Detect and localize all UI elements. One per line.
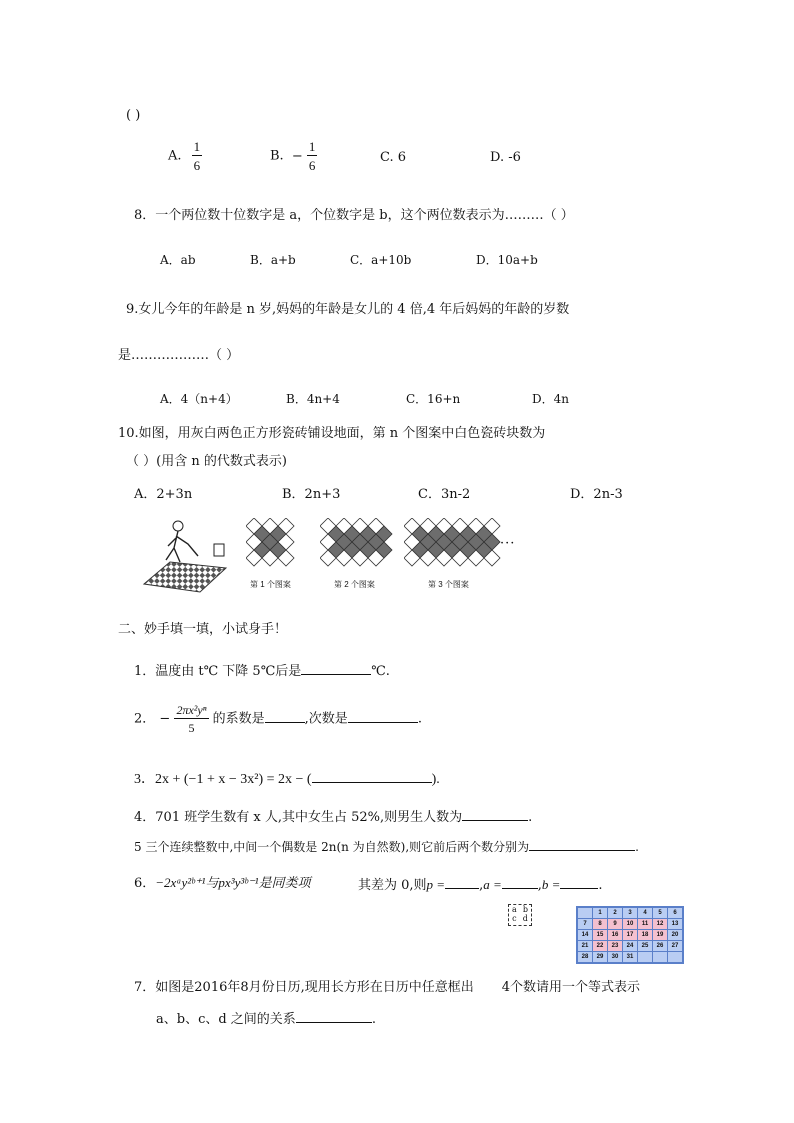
pattern-caption-1: 第 1 个图案 xyxy=(250,580,291,589)
calendar-row xyxy=(578,930,683,941)
q9-option-c: C．16+n xyxy=(406,392,461,406)
calendar-cell: 15 xyxy=(593,930,608,941)
calendar-cell: 3 xyxy=(623,908,638,919)
fill-4: 4．701 班学生数有 x 人,其中女生占 52%,则男生人数为 . xyxy=(134,810,533,825)
calendar-row xyxy=(578,941,683,952)
pattern-caption-2: 第 2 个图案 xyxy=(334,580,375,589)
calendar-row xyxy=(578,919,683,930)
calendar-cell: 20 xyxy=(668,930,683,941)
fill-3: 3．2x + (−1 + x − 3x²) = 2x − ( ). xyxy=(134,772,440,787)
calendar-cell: 16 xyxy=(608,930,623,941)
q9-question-line1: 9.女儿今年的年龄是 n 岁,妈妈的年龄是女儿的 4 倍,4 年后妈妈的年龄的岁数 xyxy=(126,302,570,317)
calendar-cell xyxy=(638,952,653,963)
answer-blank[interactable] xyxy=(529,838,635,851)
calendar-cell xyxy=(668,952,683,963)
answer-blank[interactable] xyxy=(296,1010,372,1023)
calendar-cell: 17 xyxy=(623,930,638,941)
calendar-cell: 11 xyxy=(638,919,653,930)
q9-option-d: D．4n xyxy=(532,392,569,406)
august-calendar xyxy=(576,906,684,964)
calendar-cell: 13 xyxy=(668,919,683,930)
answer-blank[interactable] xyxy=(348,710,418,723)
calendar-cell xyxy=(653,952,668,963)
calendar-cell: 25 xyxy=(638,941,653,952)
answer-blank[interactable] xyxy=(301,662,371,675)
calendar-row xyxy=(578,952,683,963)
q8-option-c: C．a+10b xyxy=(350,253,412,267)
q10-question-line1: 10.如图，用灰白两色正方形瓷砖铺设地面，第 n 个图案中白色瓷砖块数为 xyxy=(118,426,546,441)
worker-illustration xyxy=(144,521,226,592)
calendar-cell: 23 xyxy=(608,941,623,952)
q10-option-b: B．2n+3 xyxy=(282,487,341,502)
answer-blank[interactable] xyxy=(445,876,479,889)
calendar-cell: 21 xyxy=(578,941,593,952)
calendar-cell: 2 xyxy=(608,908,623,919)
calendar-cell: 6 xyxy=(668,908,683,919)
q7-option-c: C. 6 xyxy=(380,150,407,165)
fill-7-line2: a、b、c、d 之间的关系 . xyxy=(156,1012,376,1027)
calendar-cell: 4 xyxy=(638,908,653,919)
calendar-cell: 24 xyxy=(623,941,638,952)
fill-6: 6．−2xᵃy²ᵇ⁺¹与px³y³ᵇ⁻¹是同类项 xyxy=(134,875,311,891)
q9-question-line2: 是………………（ ） xyxy=(118,348,240,363)
answer-blank[interactable] xyxy=(502,876,538,889)
calendar-cell xyxy=(578,908,593,919)
calendar-cell: 18 xyxy=(638,930,653,941)
fill-5: 5 三个连续整数中,中间一个偶数是 2n(n 为自然数),则它前后两个数分别为 . xyxy=(134,840,639,854)
calendar-cell: 7 xyxy=(578,919,593,930)
calendar-cell: 9 xyxy=(608,919,623,930)
q8-option-b: B．a+b xyxy=(250,253,296,267)
q9-option-b: B．4n+4 xyxy=(286,392,340,406)
calendar-cell: 5 xyxy=(653,908,668,919)
calendar-row xyxy=(578,908,683,919)
q9-option-a: A．4（n+4） xyxy=(160,392,238,406)
pattern-3 xyxy=(404,518,504,572)
calendar-cell: 14 xyxy=(578,930,593,941)
answer-blank[interactable] xyxy=(265,710,305,723)
answer-blank[interactable] xyxy=(560,876,598,889)
q10-option-d: D．2n-3 xyxy=(570,487,623,502)
answer-blank[interactable] xyxy=(462,808,528,821)
calendar-cell: 29 xyxy=(593,952,608,963)
q7-option-b: B. − $\frac{1}{6}$ xyxy=(270,139,316,173)
calendar-cell: 8 xyxy=(593,919,608,930)
section-2-title: 二、妙手填一填，小试身手！ xyxy=(118,622,288,637)
q8-option-a: A．ab xyxy=(160,253,196,267)
q7-option-a: A. $\frac{1}{6}$ xyxy=(168,139,201,173)
calendar-cell: 10 xyxy=(623,919,638,930)
calendar-cell: 31 xyxy=(623,952,638,963)
q7-paren: ( ) xyxy=(126,108,141,123)
calendar-cell: 27 xyxy=(668,941,683,952)
calendar-cell: 19 xyxy=(653,930,668,941)
fill-2: 2． − $\frac{\text{2πx²yⁿ}}{5}$ 的系数是 ,次数是 . xyxy=(134,703,422,735)
q10-question-line2: （ ）(用含 n 的代数式表示) xyxy=(126,454,287,469)
pattern-ellipsis: ··· xyxy=(500,536,516,551)
pattern-2 xyxy=(320,518,400,572)
fill-6-tail: 其差为 0,则p = ,a = ,b = . xyxy=(358,877,603,893)
q8-question: 8．一个两位数十位数字是 a，个位数字是 b，这个两位数表示为………（ ） xyxy=(134,208,574,223)
q7-option-d: D. -6 xyxy=(490,150,521,165)
fill-1: 1．温度由 t℃ 下降 5℃后是 ℃. xyxy=(134,664,390,679)
q8-option-d: D．10a+b xyxy=(476,253,538,267)
pattern-1 xyxy=(246,518,316,572)
calendar-cell: 26 xyxy=(653,941,668,952)
calendar-cell: 30 xyxy=(608,952,623,963)
q10-option-c: C．3n-2 xyxy=(418,487,471,502)
answer-blank[interactable] xyxy=(312,770,432,783)
abcd-box: a b c d xyxy=(508,904,532,926)
calendar-cell: 22 xyxy=(593,941,608,952)
fill-7-line1: 7．如图是2016年8月份日历,现用长方形在日历中任意框出 4个数请用一个等式表示 xyxy=(134,980,641,995)
q10-option-a: A．2+3n xyxy=(134,487,193,502)
calendar-cell: 12 xyxy=(653,919,668,930)
calendar-cell: 1 xyxy=(593,908,608,919)
calendar-cell: 28 xyxy=(578,952,593,963)
pattern-caption-3: 第 3 个图案 xyxy=(428,580,469,589)
